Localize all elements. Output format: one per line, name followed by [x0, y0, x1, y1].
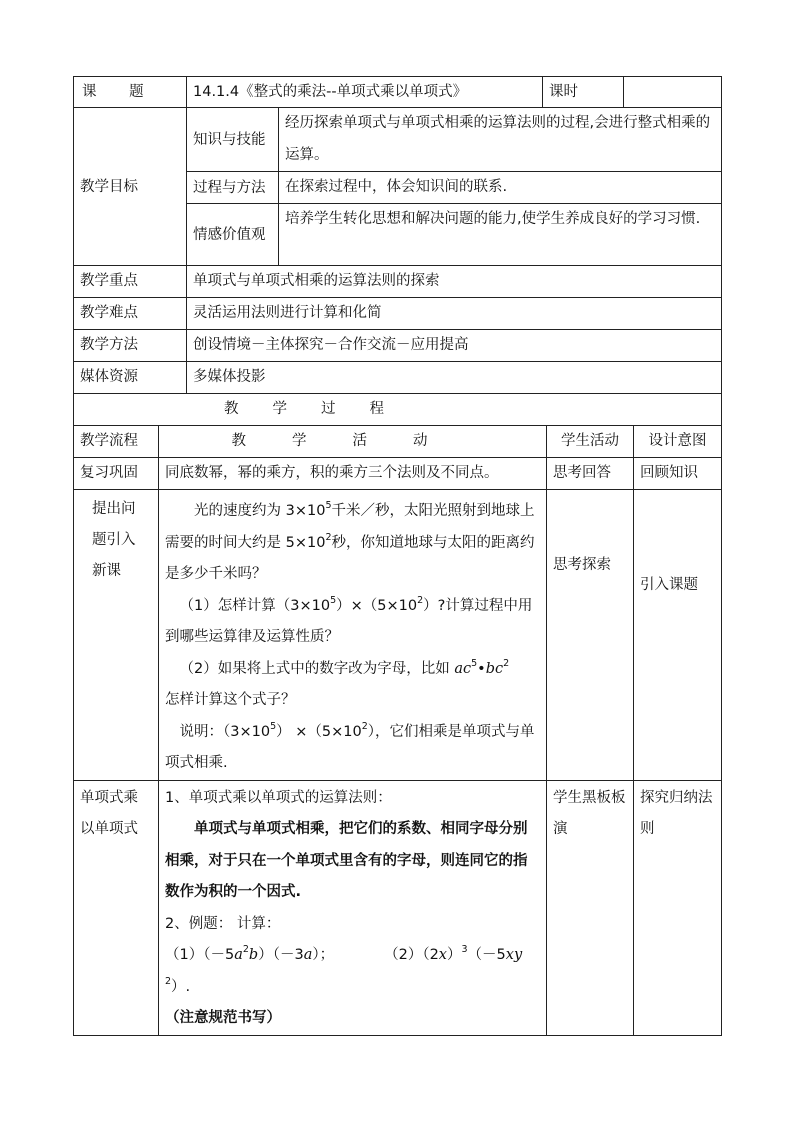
media-value: 多媒体投影 — [187, 362, 722, 394]
objective-knowledge-text: 经历探索单项式与单项式相乘的运算法则的过程,会进行整式相乘的运算。 — [279, 108, 722, 172]
period-value — [624, 77, 722, 108]
review-intent: 回顾知识 — [634, 458, 722, 490]
intro-question-1: （1）怎样计算$(3\times 10^5)\times(5\times 10^2)$?计算过程中用到哪些运算律及运算性质？ — [165, 594, 533, 645]
intro-student: 思考探索 — [547, 490, 634, 781]
intro-flow-text: 提出问题引入新课 — [92, 501, 136, 579]
objective-emotion-text: 培养学生转化思想和解决问题的能力,使学生养成良好的学习习惯. — [279, 204, 722, 266]
teaching-process-table — [73, 425, 722, 1036]
rule-step-2: 2、例题： 计算： — [165, 915, 281, 932]
rule-intent: 探究归纳法则 — [634, 780, 722, 1035]
rule-step-1: 1、单项式乘以单项式的运算法则： — [165, 789, 392, 806]
objective-process-text: 在探索过程中，体会知识间的联系. — [279, 172, 722, 204]
objective-emotion-label: 情感价值观 — [187, 204, 279, 266]
rule-note: （注意规范书写） — [165, 1010, 281, 1026]
method-label: 教学方法 — [74, 330, 187, 362]
col-student-header: 学生活动 — [547, 426, 634, 458]
objectives-label: 教学目标 — [74, 108, 187, 266]
process-title — [74, 394, 722, 426]
review-student: 思考回答 — [547, 458, 634, 490]
lesson-info-table — [73, 76, 722, 426]
difficulty-label: 教学难点 — [74, 298, 187, 330]
rule-student: 学生黑板板演 — [547, 780, 634, 1035]
intro-intent: 引入课题 — [634, 490, 722, 781]
col-flow-header: 教学流程 — [74, 426, 159, 458]
objective-knowledge-label: 知识与技能 — [187, 108, 279, 172]
col-intent-header: 设计意图 — [634, 426, 722, 458]
objective-process-label: 过程与方法 — [187, 172, 279, 204]
rule-examples: $(1)(-5a^2b)(-3a)$； $(2)(2x)^3(-5xy^2)$. — [165, 944, 523, 995]
media-label: 媒体资源 — [74, 362, 187, 394]
rule-activity — [159, 780, 547, 1035]
intro-flow — [74, 490, 159, 781]
key-point-value: 单项式与单项式相乘的运算法则的探索 — [187, 266, 722, 298]
intro-problem: 光的速度约为 $3\times 10^5$千米／秒，太阳光照射到地球上需要的时间大约是 $5\times 10^2$秒，你知道地球与太阳的距离约是多少千米吗？ — [165, 500, 535, 582]
process-title-text: 教学过程 — [224, 401, 418, 417]
review-activity: 同底数幂，幂的乘方，积的乘方三个法则及不同点。 — [159, 458, 547, 490]
intro-note: 说明：$(3\times 10^5) \times(5\times 10^2)$，它们相乘是单项式与单项式相乘. — [165, 720, 535, 771]
topic-value: 14.1.4《整式的乘法--单项式乘以单项式》 — [187, 77, 543, 108]
period-label: 课时 — [543, 77, 624, 108]
rule-statement: 单项式与单项式相乘，把它们的系数、相同字母分别相乘，对于只在一个单项式里含有的字母，则连同它的指数作为积的一个因式. — [165, 821, 528, 900]
method-value: 创设情境－主体探究－合作交流－应用提高 — [187, 330, 722, 362]
difficulty-value: 灵活运用法则进行计算和化简 — [187, 298, 722, 330]
rule-flow: 单项式乘以单项式 — [74, 780, 159, 1035]
key-point-label: 教学重点 — [74, 266, 187, 298]
review-flow: 复习巩固 — [74, 458, 159, 490]
intro-question-2: （2）如果将上式中的数字改为字母，比如 $ac^5•bc^2$ 怎样计算这个式子？ — [165, 657, 510, 708]
intro-activity — [159, 490, 547, 781]
col-activity-header — [159, 426, 547, 458]
col-activity-header-text: 教学活动 — [231, 433, 474, 449]
topic-label: 课 题 — [74, 77, 187, 108]
